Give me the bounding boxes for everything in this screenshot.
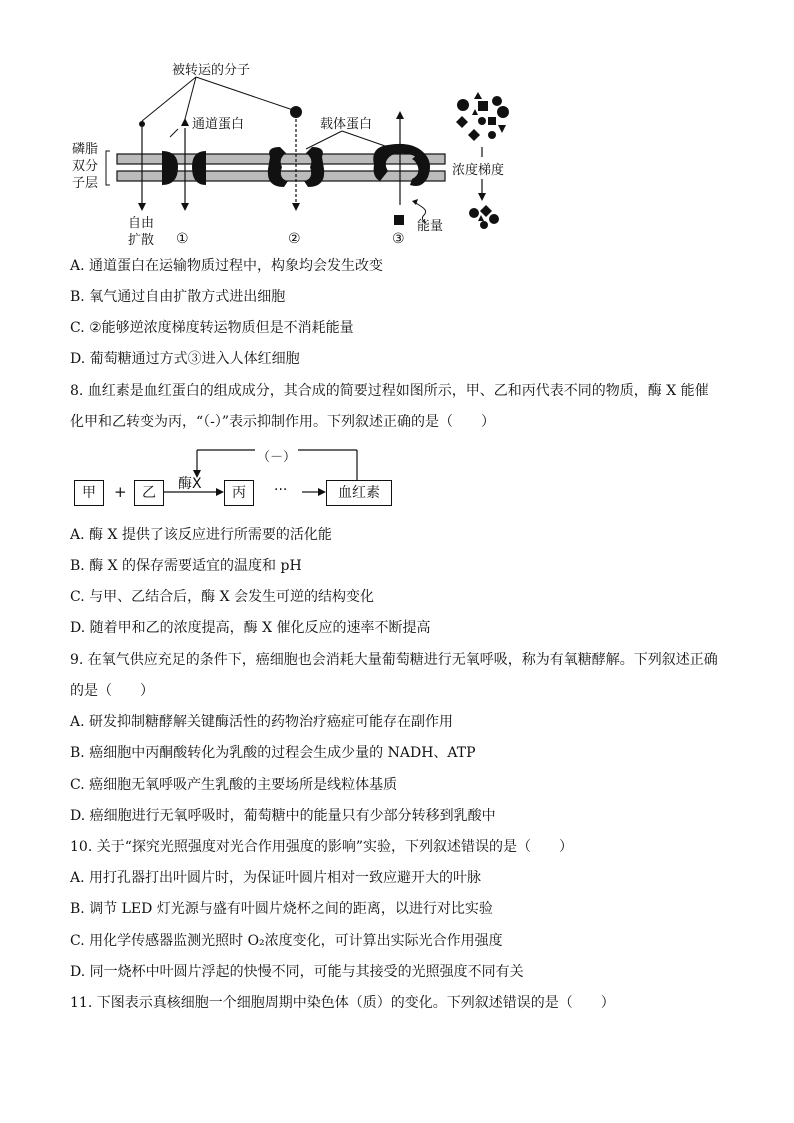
membrane-transport-figure (70, 55, 530, 255)
lipid-bilayer-label: 磷脂双分子层 (72, 142, 99, 191)
q9-option-d: D. 癌细胞进行无氧呼吸时，葡萄糖中的能量只有少部分转移到乳酸中 (70, 808, 496, 824)
heme-box: 血红素 (326, 480, 392, 506)
q8-option-d: D. 随着甲和乙的浓度提高，酶 X 催化反应的速率不断提高 (70, 620, 431, 636)
q8-option-c: C. 与甲、乙结合后，酶 X 会发生可逆的结构变化 (70, 589, 374, 605)
q8-stem-line2: 化甲和乙转变为丙，“（-）”表示抑制作用。下列叙述正确的是（ ） (70, 414, 496, 430)
q9-option-a: A. 研发抑制糖酵解关键酶活性的药物治疗癌症可能存在副作用 (70, 714, 454, 730)
substance-yi-box: 乙 (134, 480, 164, 506)
mode-3-mark: ③ (392, 231, 405, 247)
q9-option-b: B. 癌细胞中丙酮酸转化为乳酸的过程会生成少量的 NADH、ATP (70, 745, 476, 761)
q7-option-b: B. 氧气通过自由扩散方式进出细胞 (70, 289, 286, 305)
q10-option-c: C. 用化学传感器监测光照时 O₂浓度变化，可计算出实际光合作用强度 (70, 933, 503, 949)
q10-option-a: A. 用打孔器打出叶圆片时，为保证叶圆片相对一致应避开大的叶脉 (70, 870, 482, 886)
carrier-protein-label: 载体蛋白 (320, 117, 373, 132)
concentration-gradient-label: 浓度梯度 (452, 163, 505, 178)
q9-stem-line2: 的是（ ） (70, 683, 154, 699)
q10-stem: 10. 关于“探究光照强度对光合作用强度的影响”实验，下列叙述错误的是（ ） (70, 839, 574, 855)
q7-option-a: A. 通道蛋白在运输物质过程中，构象均会发生改变 (70, 258, 384, 274)
q8-stem-line1: 8. 血红素是血红蛋白的组成成分，其合成的简要过程如图所示，甲、乙和丙代表不同的物质，酶 X 能催 (70, 383, 709, 399)
channel-protein-label: 通道蛋白 (192, 117, 245, 132)
substance-jia-box: 甲 (74, 480, 104, 506)
q7-option-d: D. 葡萄糖通过方式③进入人体红细胞 (70, 351, 300, 367)
q8-option-a: A. 酶 X 提供了该反应进行所需要的活化能 (70, 527, 332, 543)
transported-molecules-label: 被转运的分子 (172, 63, 251, 78)
free-diffusion-label: 自由扩散 (128, 216, 155, 248)
plus-sign: + (114, 483, 127, 501)
substance-bing-box: 丙 (224, 480, 254, 506)
inhibition-mark: （－） (255, 446, 298, 465)
enzyme-x-label: 酶X (178, 476, 202, 492)
q9-option-c: C. 癌细胞无氧呼吸产生乳酸的主要场所是线粒体基质 (70, 777, 398, 793)
heme-pathway-figure (70, 446, 400, 512)
q10-option-d: D. 同一烧杯中叶圆片浮起的快慢不同，可能与其接受的光照强度不同有关 (70, 964, 524, 980)
q8-option-b: B. 酶 X 的保存需要适宜的温度和 pH (70, 558, 302, 574)
q9-stem-line1: 9. 在氧气供应充足的条件下，癌细胞也会消耗大量葡萄糖进行无氧呼吸，称为有氧糖酵解。下列叙述正确 (70, 652, 718, 668)
q10-option-b: B. 调节 LED 灯光源与盛有叶圆片烧杯之间的距离，以进行对比实验 (70, 901, 493, 917)
pathway-dots: ··· (274, 482, 288, 498)
energy-label: 能量 (417, 219, 444, 234)
mode-2-mark: ② (288, 231, 301, 247)
mode-1-mark: ① (176, 231, 189, 247)
q11-stem: 11. 下图表示真核细胞一个细胞周期中染色体（质）的变化。下列叙述错误的是（ ） (70, 995, 615, 1011)
q7-option-c: C. ②能够逆浓度梯度转运物质但是不消耗能量 (70, 320, 354, 336)
